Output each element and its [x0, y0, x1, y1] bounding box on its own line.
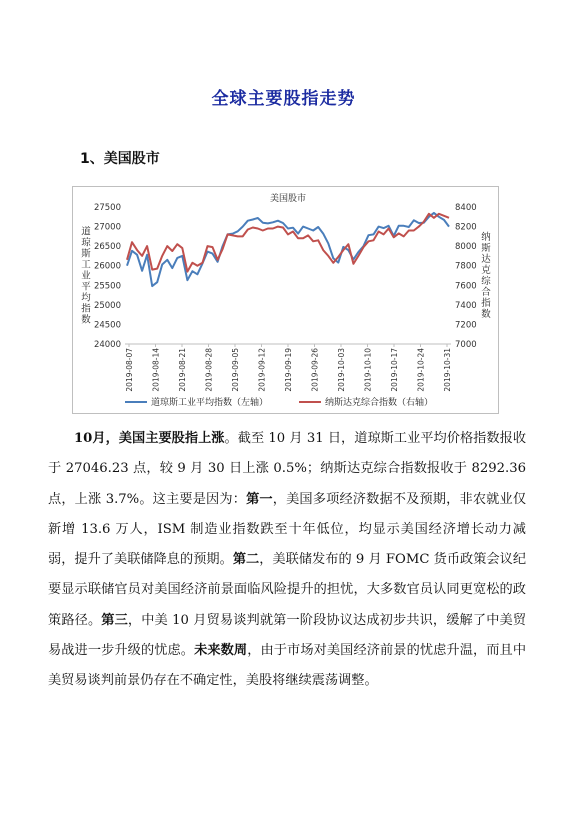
y-right-axis-label-char: 指 [481, 298, 491, 309]
y-left-axis-label-char: 指 [81, 303, 91, 315]
y-right-axis-label-char: 合 [481, 287, 491, 298]
lead-text: 10月，美国主要股指上涨 [74, 431, 225, 446]
y-left-axis-label-char: 道 [81, 226, 91, 238]
para-text-2: ，美国多项经济数据不及预期，非农就业仅新增 13.6 万人，ISM 制造业指数跌至十年低位，均显示美国经济增长动力减弱，提升了美联储降息的预期。 [48, 491, 527, 568]
legend-label-dow: 道琼斯工业平均指数（左轴） [151, 398, 269, 408]
bold-third: 第三 [101, 612, 128, 628]
y-right-tick-label: 8000 [455, 242, 477, 253]
y-left-tick-label: 24500 [93, 320, 121, 331]
x-tick-label: 2019-08-07 [125, 348, 134, 392]
y-right-axis-label-char: 达 [481, 254, 491, 265]
para-text-3: ，美联储发布的 9 月 FOMC 货币政策会议纪要显示联储官员对美国经济前景面临风险提升的担忧，大多数官员认同更宽松的政策路径。 [48, 552, 527, 628]
y-left-tick-label: 26000 [93, 261, 121, 272]
x-tick-label: 2019-09-05 [231, 348, 240, 392]
y-right-tick-label: 7800 [455, 261, 477, 272]
y-left-tick-label: 25500 [93, 281, 121, 292]
y-right-axis-label-char: 数 [481, 309, 491, 320]
x-tick-label: 2019-09-19 [284, 348, 293, 392]
y-right-tick-label: 8200 [455, 222, 477, 233]
chart-svg [73, 187, 498, 413]
x-tick-label: 2019-10-03 [337, 348, 346, 392]
stock-chart [72, 186, 499, 414]
y-right-axis-label-char: 综 [481, 276, 491, 287]
x-tick-label: 2019-08-21 [178, 348, 187, 392]
y-right-tick-label: 7600 [455, 281, 477, 292]
legend-label-nasdaq: 纳斯达克综合指数（右轴） [325, 398, 434, 408]
y-right-axis-label-char: 纳 [481, 232, 491, 243]
x-tick-label: 2019-10-10 [363, 348, 373, 392]
y-left-axis-label-char: 数 [81, 314, 91, 326]
y-left-tick-label: 27500 [93, 203, 121, 213]
y-right-tick-label: 8400 [455, 203, 477, 213]
y-left-axis-label-char: 斯 [81, 248, 91, 260]
legend-item-dow [125, 395, 268, 408]
y-left-tick-label: 25000 [93, 300, 121, 311]
y-right-tick-label: 7000 [455, 340, 477, 350]
series-line-dow [127, 213, 449, 286]
bold-first: 第一 [246, 491, 273, 507]
legend-swatch-dow [125, 401, 147, 403]
y-left-axis-label-char: 平 [81, 281, 91, 293]
y-left-axis-label-char: 工 [81, 259, 91, 271]
x-tick-label: 2019-09-12 [257, 348, 267, 392]
x-tick-label: 2019-10-17 [390, 348, 399, 392]
y-right-tick-label: 7400 [455, 300, 477, 311]
bold-outlook: 未来数周 [194, 643, 248, 659]
y-left-axis-label-char: 均 [81, 292, 91, 304]
legend-item-nasdaq [299, 395, 433, 408]
x-tick-label: 2019-08-28 [204, 348, 214, 392]
section-heading: 1、美国股市 [80, 151, 160, 167]
x-tick-label: 2019-10-31 [443, 348, 452, 392]
bold-second: 第二 [232, 552, 260, 568]
y-left-tick-label: 24000 [93, 340, 121, 350]
analysis-paragraph [48, 424, 526, 697]
y-left-tick-label: 26500 [93, 242, 121, 253]
x-tick-label: 2019-09-26 [310, 348, 320, 392]
para-text-4: ，中美 10 月贸易谈判就第一阶段协议达成初步共识，缓解了中美贸易战进一步升级的忧虑。 [48, 612, 527, 659]
chart-title: 美国股市 [269, 194, 307, 204]
page-title: 全球主要股指走势 [211, 89, 356, 109]
para-text-1: 。截至 10 月 31 日，道琼斯工业平均价格指数报收于 27046.23 点，较 9 月 30 日上涨 0.5%；纳斯达克综合指数报收于 8292.36 点，上涨 3.7%。这主要是因为： [48, 431, 527, 507]
y-right-axis-label-char: 斯 [481, 243, 491, 254]
x-tick-label: 2019-08-14 [151, 348, 161, 392]
y-left-axis-label-char: 业 [81, 270, 91, 282]
y-right-axis-label-char: 克 [481, 265, 491, 276]
para-text-5: ，由于市场对美国经济前景的忧虑升温，而且中美贸易谈判前景仍存在不确定性，美股将继续震荡调整。 [48, 643, 527, 689]
y-left-axis-label-char: 琼 [81, 237, 91, 249]
legend-swatch-nasdaq [299, 401, 321, 403]
y-left-tick-label: 27000 [93, 222, 121, 233]
y-right-tick-label: 7200 [455, 320, 477, 331]
x-tick-label: 2019-10-24 [416, 348, 426, 392]
